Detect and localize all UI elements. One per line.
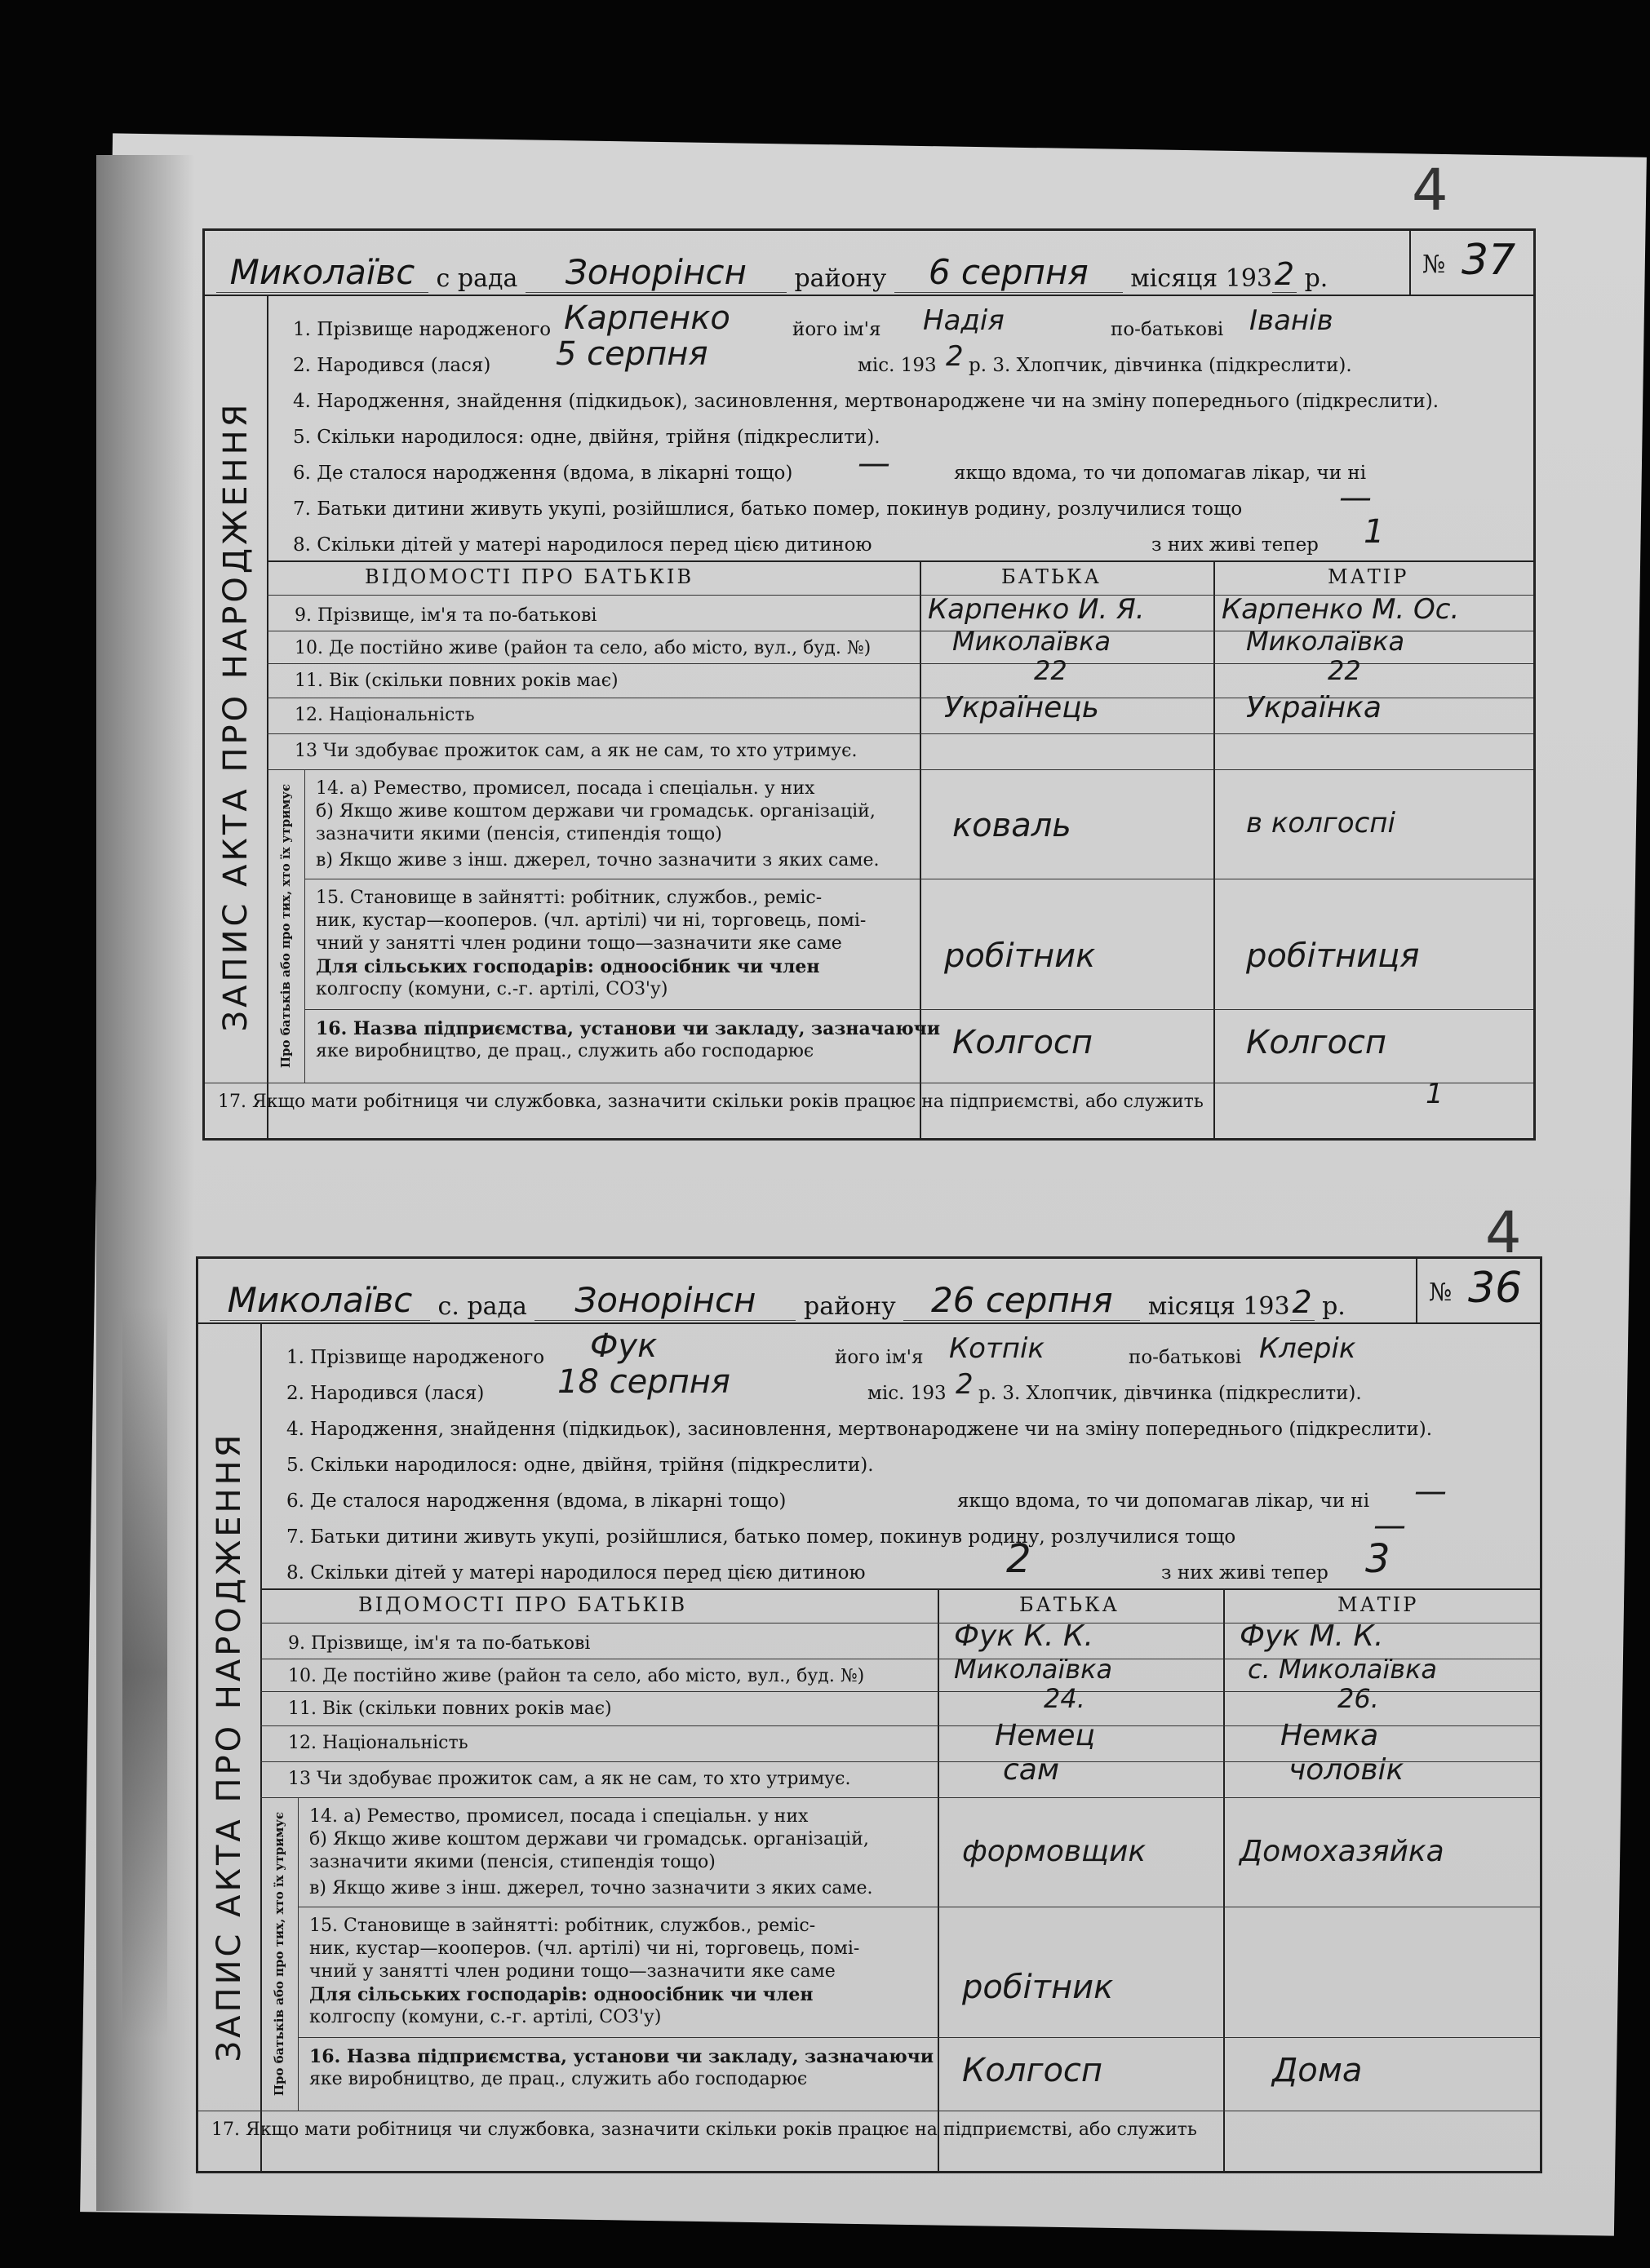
parents-subgroup xyxy=(267,769,305,1083)
father-age: 24. xyxy=(1044,1683,1085,1714)
child-patronymic: Клерік xyxy=(1259,1332,1356,1365)
line-8: 8. Скільки дітей у матері народилося перед цією дитиною xyxy=(286,1562,866,1584)
row-15b-label: ник, кустар—кооперов. (чл. артілі) чи ні, торговець, помі- xyxy=(316,910,867,931)
form-sidebar xyxy=(205,295,268,1138)
district-label: району xyxy=(794,264,887,293)
parents-status: — xyxy=(1339,479,1372,516)
line-2: 2. Народився (лася) xyxy=(293,355,491,376)
father-place: Миколаївка xyxy=(954,1654,1113,1685)
page-mark-top: 4 xyxy=(1412,157,1448,224)
mother-org: Дома xyxy=(1272,2052,1363,2089)
row-9-label: 9. Прізвище, ім'я та по-батькові xyxy=(295,605,597,626)
village-name: Миколаївс xyxy=(216,252,428,293)
children-before: 2 xyxy=(1006,1536,1031,1582)
row-12-label: 12. Національність xyxy=(295,705,475,725)
birth-day: 5 серпня xyxy=(556,335,708,373)
birth-year-digit: 2 xyxy=(956,1368,974,1401)
district-label: району xyxy=(803,1292,896,1321)
birth-day: 18 серпня xyxy=(557,1363,730,1401)
row-15b-label: ник, кустар—кооперов. (чл. артілі) чи ні, торговець, помі- xyxy=(309,1938,860,1959)
form-sidebar xyxy=(198,1322,262,2171)
number-label: № xyxy=(1422,250,1446,279)
parents-status: — xyxy=(1373,1507,1406,1544)
line-4: 4. Народження, знайдення (підкидьок), засиновлення, мертвонароджене чи на зміну попереднього (підкреслити). xyxy=(286,1419,1433,1440)
line-1c: по-батькові xyxy=(1129,1347,1242,1368)
parents-subgroup xyxy=(260,1797,299,2111)
father-header: БАТЬКА xyxy=(1019,1593,1120,1616)
mother-nationality: Немка xyxy=(1280,1719,1379,1752)
council-label: рада xyxy=(457,264,518,293)
year-label: р. xyxy=(1304,264,1328,293)
row-13-label: 13 Чи здобуває прожиток сам, а як не сам, то хто утримує. xyxy=(288,1769,851,1789)
line-1c: по-батькові xyxy=(1111,319,1224,340)
birth-place: — xyxy=(858,445,890,482)
record-number-box xyxy=(1409,231,1533,295)
line-6: 6. Де сталося народження (вдома, в лікарні тощо) xyxy=(293,463,793,484)
subgroup-label: Про батьків або про тих, хто їх утримує xyxy=(272,1811,286,2097)
father-self: сам xyxy=(1003,1753,1060,1787)
line-2b: міс. 193 xyxy=(858,355,937,376)
birth-place: — xyxy=(1414,1473,1447,1510)
line-2: 2. Народився (лася) xyxy=(286,1383,485,1404)
line-5: 5. Скільки народилося: одне, двійня, трійня (підкреслити). xyxy=(286,1455,874,1476)
council-label: рада xyxy=(467,1292,527,1321)
row-10-label: 10. Де постійно живе (район та село, або місто, вул., буд. №) xyxy=(295,638,872,658)
mother-header: МАТІР xyxy=(1337,1593,1419,1616)
row-16a-label: 16. Назва підприємства, установи чи закладу, зазначаючи xyxy=(316,1018,941,1039)
mother-header: МАТІР xyxy=(1328,565,1409,588)
line-1: 1. Прізвище народженого xyxy=(286,1347,545,1368)
father-place: Миколаївка xyxy=(952,626,1111,657)
sidebar-title: ЗАПИС АКТА ПРО НАРОДЖЕННЯ xyxy=(217,401,255,1032)
row-14d-label: в) Якщо живе з інш. джерел, точно зазначити з яких саме. xyxy=(316,850,880,870)
col-divider-mother xyxy=(1223,1590,1225,2171)
row-14b-label: б) Якщо живе коштом держави чи громадськ. організацій, xyxy=(309,1829,869,1849)
birth-year-digit: 2 xyxy=(946,340,964,373)
father-status: робітник xyxy=(944,937,1096,975)
year-digit: 2 xyxy=(1272,256,1297,293)
father-age: 22 xyxy=(1034,655,1067,686)
row-14c-label: зазначити якими (пенсія, стипендія тощо) xyxy=(309,1852,716,1872)
village-name: Миколаївс xyxy=(210,1280,430,1321)
row-14d-label: в) Якщо живе з інш. джерел, точно зазначити з яких саме. xyxy=(309,1878,873,1898)
line-6: 6. Де сталося народження (вдома, в лікарні тощо) xyxy=(286,1491,787,1512)
col-divider-mother xyxy=(1213,562,1215,1138)
row-17-label: 17. Якщо мати робітниця чи службовка, зазначити скільки років працює на підприємстві, або служить xyxy=(211,2120,1197,2140)
row-13-label: 13 Чи здобуває прожиток сам, а як не сам, то хто утримує. xyxy=(295,741,858,761)
mother-name: Фук М. К. xyxy=(1240,1619,1384,1653)
line-8b: з них живі тепер xyxy=(1151,534,1319,556)
mother-self: чоловік xyxy=(1289,1753,1404,1787)
page-stain xyxy=(122,1305,167,2040)
father-status: робітник xyxy=(962,1969,1114,2006)
children-alive: 1 xyxy=(1364,513,1385,551)
mother-age: 26. xyxy=(1337,1683,1379,1714)
row-15c-label: чний у занятті член родини тощо—зазначити яке саме xyxy=(309,1961,836,1982)
father-name: Карпенко И. Я. xyxy=(928,593,1145,626)
row-15c-label: чний у занятті член родини тощо—зазначити яке саме xyxy=(316,933,842,954)
line-8: 8. Скільки дітей у матері народилося перед цією дитиною xyxy=(293,534,872,556)
row-16b-label: яке виробництво, де прац., служить або господарює xyxy=(316,1041,814,1061)
father-trade: коваль xyxy=(952,807,1071,844)
line-7: 7. Батьки дитини живуть укупі, розійшлися, батько помер, покинув родину, розлучилися тощо xyxy=(286,1526,1236,1548)
mother-place: с. Миколаївка xyxy=(1248,1654,1437,1685)
col-divider-father xyxy=(938,1590,939,2171)
mother-trade: в колгоспі xyxy=(1246,807,1395,839)
district-name: Зонорінсн xyxy=(526,252,787,293)
birth-record-form-2 xyxy=(196,1256,1542,2173)
row-14a-label: 14. а) Ремество, промисел, посада і спеціальн. у них xyxy=(309,1806,809,1827)
line-2c: р. 3. Хлопчик, дівчинка (підкреслити). xyxy=(978,1383,1362,1404)
father-nationality: Українець xyxy=(944,691,1100,724)
child-patronymic: Іванів xyxy=(1249,304,1333,337)
header-line xyxy=(216,252,1328,293)
village-suffix: с xyxy=(436,264,450,293)
line-7: 7. Батьки дитини живуть укупі, розійшлися, батько помер, покинув родину, розлучилися тощо xyxy=(293,498,1243,520)
mother-org: Колгосп xyxy=(1246,1024,1387,1061)
child-name: Котпік xyxy=(949,1332,1045,1365)
line-2c: р. 3. Хлопчик, дівчинка (підкреслити). xyxy=(969,355,1352,376)
mother-status: робітниця xyxy=(1246,937,1420,975)
row-14a-label: 14. а) Ремество, промисел, посада і спеціальн. у них xyxy=(316,778,815,799)
row-15d-label: Для сільських господарів: одноосібник чи член xyxy=(309,1984,814,2005)
mother-nationality: Українка xyxy=(1246,691,1382,724)
line-5: 5. Скільки народилося: одне, двійня, трійня (підкреслити). xyxy=(293,427,880,448)
row-15a-label: 15. Становище в зайнятті: робітник, службов., реміс- xyxy=(316,888,823,908)
form-header xyxy=(198,1259,1540,1324)
mother-age: 22 xyxy=(1328,655,1361,686)
district-name: Зонорінсн xyxy=(534,1280,796,1321)
line-1b: його ім'я xyxy=(792,319,881,340)
month-label: місяця 193 xyxy=(1130,264,1273,293)
row-11-label: 11. Вік (скільки повних років має) xyxy=(295,671,619,691)
line-8b: з них живі тепер xyxy=(1161,1562,1328,1584)
row-17-value: 1 xyxy=(1426,1078,1444,1110)
year-digit: 2 xyxy=(1290,1284,1315,1321)
row-15e-label: колгоспу (комуни, с.-г. артілі, СОЗ'у) xyxy=(309,2007,662,2027)
mother-place: Миколаївка xyxy=(1246,626,1405,657)
child-surname: Фук xyxy=(590,1327,658,1365)
village-suffix: с. xyxy=(437,1292,459,1321)
row-12-label: 12. Національність xyxy=(288,1733,468,1753)
father-org: Колгосп xyxy=(962,2052,1103,2089)
row-9-label: 9. Прізвище, ім'я та по-батькові xyxy=(288,1633,591,1654)
month-label: місяця 193 xyxy=(1147,1292,1290,1321)
row-17-label: 17. Якщо мати робітниця чи службовка, зазначити скільки років працює на підприємстві, або служить xyxy=(218,1092,1204,1112)
form-header xyxy=(205,231,1533,296)
line-4: 4. Народження, знайдення (підкидьок), засиновлення, мертвонароджене чи на зміну попереднього (підкреслити). xyxy=(293,391,1439,412)
children-alive: 3 xyxy=(1365,1536,1391,1582)
father-trade: формовщик xyxy=(962,1835,1147,1868)
line-6b: якщо вдома, то чи допомагав лікар, чи ні xyxy=(957,1491,1370,1512)
sidebar-title: ЗАПИС АКТА ПРО НАРОДЖЕННЯ xyxy=(211,1431,248,2062)
row-11-label: 11. Вік (скільки повних років має) xyxy=(288,1699,612,1719)
record-number: 37 xyxy=(1461,236,1516,285)
line-2b: міс. 193 xyxy=(867,1383,947,1404)
birth-record-form-1 xyxy=(202,228,1536,1141)
number-label: № xyxy=(1429,1278,1453,1307)
mother-name: Карпенко М. Ос. xyxy=(1222,593,1460,626)
father-name: Фук К. К. xyxy=(954,1619,1093,1653)
child-surname: Карпенко xyxy=(564,299,730,337)
info-header: ВІДОМОСТІ ПРО БАТЬКІВ xyxy=(365,565,694,588)
col-divider-father xyxy=(920,562,921,1138)
header-line xyxy=(210,1280,1346,1321)
record-number-box xyxy=(1416,1259,1540,1322)
row-16a-label: 16. Назва підприємства, установи чи закладу, зазначаючи xyxy=(309,2046,934,2067)
father-org: Колгосп xyxy=(952,1024,1093,1061)
row-14c-label: зазначити якими (пенсія, стипендія тощо) xyxy=(316,824,722,844)
subgroup-label: Про батьків або про тих, хто їх утримує xyxy=(278,783,293,1069)
row-15a-label: 15. Становище в зайнятті: робітник, службов., реміс- xyxy=(309,1916,816,1936)
line-1: 1. Прізвище народженого xyxy=(293,319,552,340)
line-6b: якщо вдома, то чи допомагав лікар, чи ні xyxy=(954,463,1367,484)
row-16b-label: яке виробництво, де прац., служить або господарює xyxy=(309,2069,808,2089)
child-name: Надія xyxy=(923,304,1005,337)
record-date: 6 серпня xyxy=(894,252,1123,293)
record-date: 26 серпня xyxy=(903,1280,1140,1321)
row-14b-label: б) Якщо живе коштом держави чи громадськ. організацій, xyxy=(316,801,876,822)
year-label: р. xyxy=(1322,1292,1346,1321)
father-header: БАТЬКА xyxy=(1001,565,1102,588)
mother-trade: Домохазяйка xyxy=(1240,1835,1444,1868)
father-nationality: Немец xyxy=(995,1719,1096,1752)
page-mark-middle: 4 xyxy=(1485,1199,1522,1266)
line-1b: його ім'я xyxy=(835,1347,924,1368)
row-15d-label: Для сільських господарів: одноосібник чи член xyxy=(316,956,820,977)
info-header: ВІДОМОСТІ ПРО БАТЬКІВ xyxy=(358,1593,688,1616)
row-15e-label: колгоспу (комуни, с.-г. артілі, СОЗ'у) xyxy=(316,979,668,999)
row-10-label: 10. Де постійно живе (район та село, або місто, вул., буд. №) xyxy=(288,1666,865,1686)
record-number: 36 xyxy=(1468,1264,1523,1313)
